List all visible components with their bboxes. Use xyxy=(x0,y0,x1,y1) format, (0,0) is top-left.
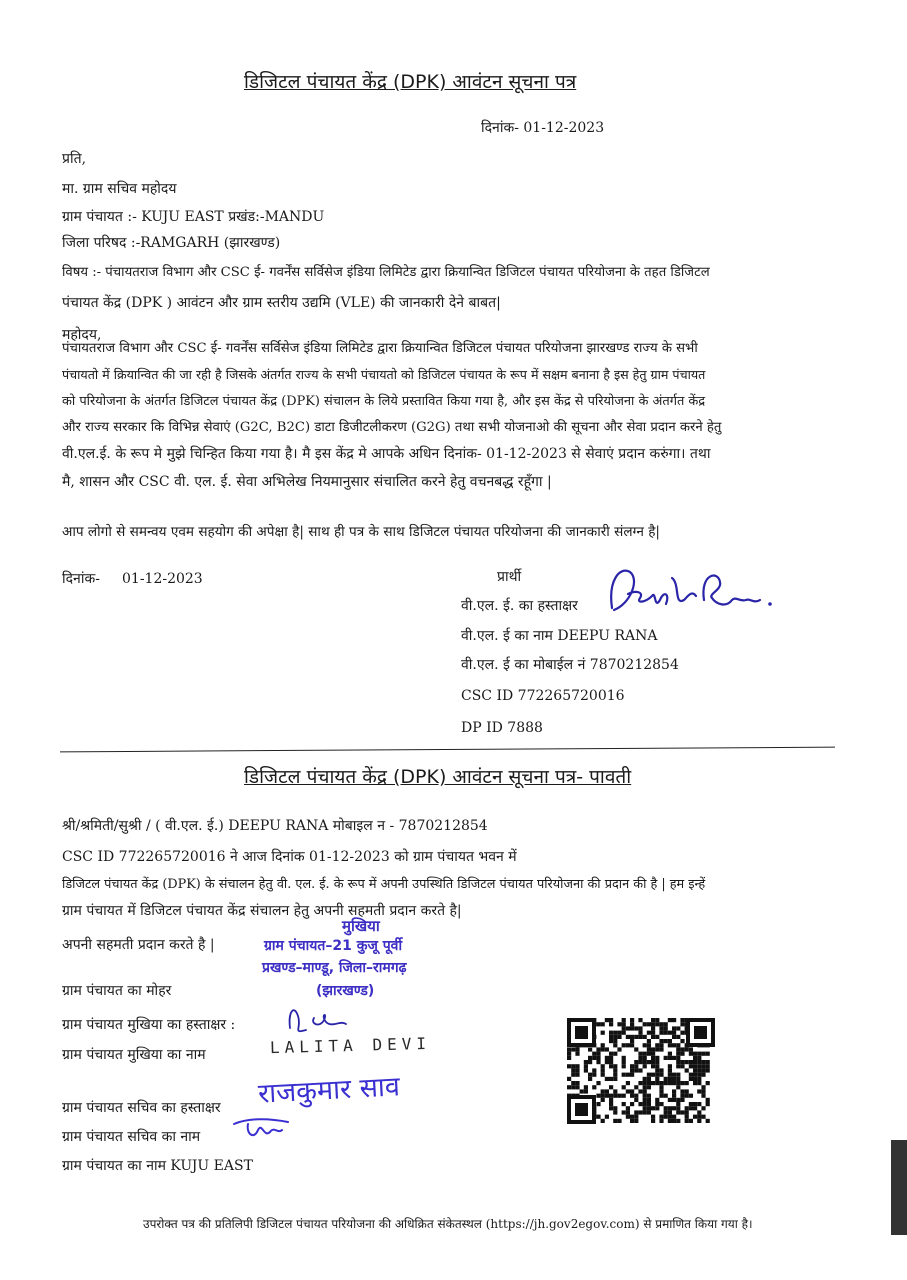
stamp-line: ग्राम पंचायत–21 कुजू पूर्वी xyxy=(264,938,403,954)
seal-label: ग्राम पंचायत का मोहर xyxy=(62,983,172,999)
applicant-date-label: दिनांक- xyxy=(62,571,100,587)
receipt-line-2: CSC ID 772265720016 ने आज दिनांक 01-12-2023 को ग्राम पंचायत भवन में xyxy=(62,849,517,865)
csc-id: CSC ID 772265720016 xyxy=(461,688,625,704)
footer-note: उपरोक्त पत्र की प्रतिलिपी डिजिटल पंचायत परियोजना की अधिक्रित संकेतस्थल (https://jh.gov2egov.com) से प्रमाणित किया गया है। xyxy=(143,1217,753,1231)
subject-line-1: विषय :- पंचायतराज विभाग और CSC ई- गवर्नेंस सर्विसेज इंडिया लिमिटेड द्वारा क्रियान्वित डिजिटल पंचायत परियोजना के तहत डिजिटल xyxy=(62,265,710,280)
secretary-initials xyxy=(228,1112,298,1144)
address-line-2: ग्राम पंचायत :- KUJU EAST प्रखंड:-MANDU xyxy=(62,209,325,225)
body-line: वी.एल.ई. के रूप मे मुझे चिन्हित किया गया है। मै इस केंद्र मे आपके अधिन दिनांक- 01-12-2023 से सेवाएं प्रदान करुंगा। तथा xyxy=(62,446,711,462)
vle-name: वी.एल. ई का नाम DEEPU RANA xyxy=(461,628,658,644)
receipt-title: डिजिटल पंचायत केंद्र (DPK) आवंटन सूचना पत्र- पावती xyxy=(244,766,632,788)
salutation: महोदय, xyxy=(62,327,102,343)
mukhiya-signature xyxy=(280,998,390,1038)
secretary-name-label: ग्राम पंचायत सचिव का नाम xyxy=(62,1129,201,1145)
body-line: को परियोजना के अंतर्गत डिजिटल पंचायत केंद्र (DPK) संचालन के लिये प्रस्तावित किया गया है, और इस केंद्र से परियोजना के अंतर्गत केंद्र xyxy=(62,394,706,409)
mukhiya-name-label: ग्राम पंचायत मुखिया का नाम xyxy=(62,1047,206,1063)
address-to: प्रति, xyxy=(62,151,87,167)
stamp-line: मुखिया xyxy=(342,917,380,935)
dp-id: DP ID 7888 xyxy=(461,720,543,736)
page-title: डिजिटल पंचायत केंद्र (DPK) आवंटन सूचना पत्र xyxy=(244,71,577,93)
page-edge-shadow xyxy=(891,1140,907,1235)
address-line-1: मा. ग्राम सचिव महोदय xyxy=(62,181,177,197)
closing-line: आप लोगो से समन्वय एवम सहयोग की अपेक्षा है| साथ ही पत्र के साथ डिजिटल पंचायत परियोजना की जानकारी संलग्न है| xyxy=(62,524,661,540)
stamp-line: (झारखण्ड) xyxy=(316,983,375,999)
body-line: मै, शासन और CSC वी. एल. ई. सेवा अभिलेख नियमानुसार संचालित करने हेतु वचनबद्ध रहूँगा | xyxy=(62,474,552,490)
panchayat-name: ग्राम पंचायत का नाम KUJU EAST xyxy=(62,1158,253,1174)
receipt-line-1: श्री/श्रमिती/सुश्री / ( वी.एल. ई.) DEEPU RANA मोबाइल न - 7870212854 xyxy=(62,818,488,834)
mukhiya-sign-label: ग्राम पंचायत मुखिया का हस्ताक्षर : xyxy=(62,1017,236,1033)
receipt-line-5: अपनी सहमती प्रदान करते है | xyxy=(62,937,215,953)
secretary-sign-label: ग्राम पंचायत सचिव का हस्ताक्षर xyxy=(62,1100,221,1116)
vle-signature-label: वी.एल. ई. का हस्ताक्षर xyxy=(461,598,578,614)
body-line: पंचायतराज विभाग और CSC ई- गवर्नेंस सर्विसेज इंडिया लिमिटेड द्वारा क्रियान्वित डिजिटल पंचायत परियोजना झारखण्ड राज्य के सभी xyxy=(62,341,698,356)
applicant-heading: प्रार्थी xyxy=(497,569,522,585)
panchayat-stamp xyxy=(262,914,482,1004)
body-line: पंचायतो में क्रियान्वित की जा रही है जिसके अंतर्गत राज्य के सभी पंचायतो को डिजिटल पंचायत के रूप में सक्षम बनाना है इस हेतु ग्राम पंचायत xyxy=(62,367,706,382)
subject-line-2: पंचायत केंद्र (DPK ) आवंटन और ग्राम स्तरीय उद्यमि (VLE) की जानकारी देने बाबत| xyxy=(62,295,501,311)
receipt-line-4: ग्राम पंचायत में डिजिटल पंचायत केंद्र संचालन हेतु अपनी सहमती प्रदान करते है| xyxy=(62,903,462,919)
applicant-date-value: 01-12-2023 xyxy=(122,571,203,587)
body-line: और राज्य सरकार कि विभिन्न सेवाएं (G2C, B2C) डाटा डिजीटलीकरण (G2G) तथा सभी योजनाओ की सूचना और सेवा प्रदान करने हेतु xyxy=(62,420,722,435)
vle-signature xyxy=(600,560,780,620)
section-divider xyxy=(60,747,835,753)
mukhiya-name-handwritten: LALITA DEVI xyxy=(269,1033,432,1058)
stamp-line: प्रखण्ड–माण्डू, जिला–रामगढ़ xyxy=(262,960,407,976)
vle-mobile: वी.एल. ई का मोबाईल नं 7870212854 xyxy=(461,657,679,673)
letter-date: दिनांक- 01-12-2023 xyxy=(481,120,605,136)
secretary-signature: राजकुमार साव xyxy=(257,1071,401,1110)
qr-code xyxy=(567,1018,715,1124)
address-line-3: जिला परिषद :-RAMGARH (झारखण्ड) xyxy=(62,235,281,251)
receipt-line-3: डिजिटल पंचायत केंद्र (DPK) के संचालन हेतु वी. एल. ई. के रूप में अपनी उपस्थिति डिजिटल पंचायत परियोजना की प्रदान की है | हम इन्हें xyxy=(62,877,706,892)
